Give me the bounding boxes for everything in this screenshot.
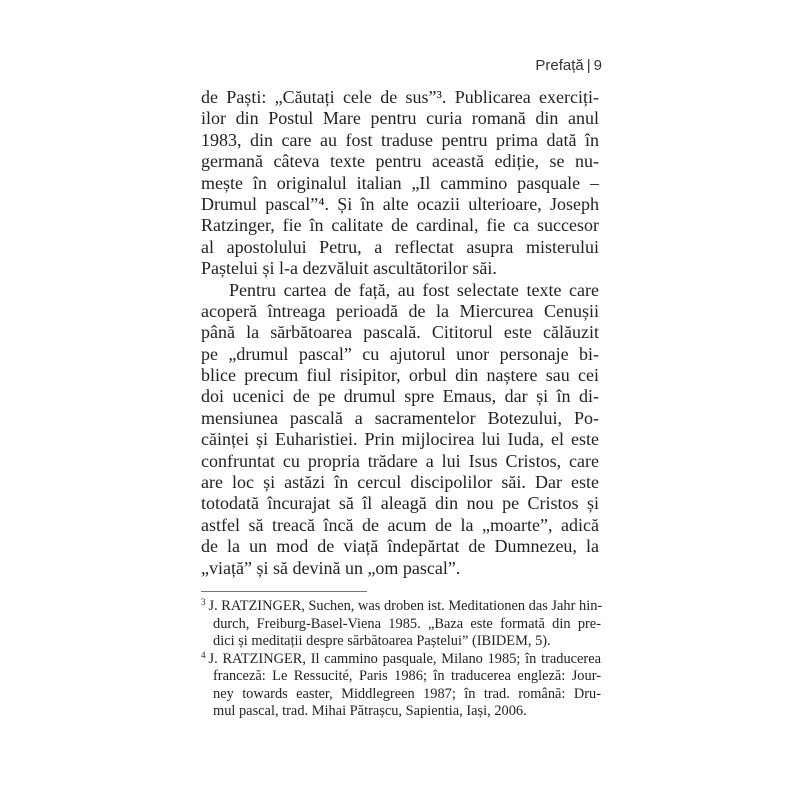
text-line: Drumul pascal”⁴. Și în alte ocazii ulterioare, Joseph [201,193,599,214]
text-line: confruntat cu propria trădare a lui Isus Cristos, care [201,450,599,471]
body-text [201,87,599,579]
text-line: ilor din Postul Mare pentru curia romană din anul [201,108,599,129]
running-header [535,57,602,75]
text-line: are loc și astăzi în cercul discipolilor săi. Dar este [201,472,599,493]
footnote-line [201,651,601,669]
footnote-divider [201,591,367,592]
footnote-line [201,633,601,651]
footnote-text: J. RATZINGER, Suchen, was droben ist. Meditationen das Jahr hin- [208,598,603,614]
text-line: Ratzinger, fie în calitate de cardinal, fie ca succesor [201,215,599,236]
footnotes [201,598,601,721]
text-line: Pentru cartea de față, au fost selectate texte care [229,279,599,300]
footnote-text: mul pascal, trad. Mihai Pătrașcu, Sapientia, Iași, 2006. [213,703,527,719]
footnote-text: J. RATZINGER, Il cammino pasquale, Milano 1985; în traducerea [208,650,601,667]
text-line: acoperă întreaga perioadă de la Miercurea Cenușii [201,300,599,321]
text-line: Paștelui și l-a dezvăluit ascultătorilor săi. [201,258,497,279]
footnote-line [201,616,601,634]
footnote-number: 3 [201,597,206,607]
section-title: Prefață [535,57,584,74]
footnote-line [201,686,601,704]
text-line: de Paști: „Căutați cele de sus”³. Publicarea exerciți- [201,87,599,107]
footnote-line [201,703,601,721]
text-line: de la un mod de viață îndepărtat de Dumnezeu, la [201,536,599,557]
footnote-number: 4 [201,649,206,660]
text-line: căinței și Euharistiei. Prin mijlocirea lui Iuda, el este [201,429,599,450]
page-number: 9 [593,57,602,74]
text-line: astfel să treacă încă de acum de la „moarte”, adică [201,514,599,535]
text-line: „viață” și să devină un „om pascal”. [201,557,461,578]
text-line: doi ucenici de pe drumul spre Emaus, dar și în di- [201,386,599,407]
text-line: germană câteva texte pentru această ediție, se nu- [201,151,599,172]
footnote-line [201,598,601,616]
header-separator: | [586,57,591,74]
text-line: al apostolului Petru, a reflectat asupra misterului [201,236,599,257]
footnote-text: ney towards easter, Middlegreen 1987; în trad. română: Dru- [213,685,601,702]
footnote-text: dici și meditații despre sărbătoarea Paștelui” (IBIDEM, 5). [213,633,551,649]
text-line: mește în originalul italian „Il cammino pasquale – [201,172,599,193]
text-line: blice precum fiul risipitor, orbul din naștere sau cei [201,365,599,386]
text-line: totodată încurajat să îl aleagă din nou pe Cristos și [201,493,599,514]
footnote-text: durch, Freiburg-Basel-Viena 1985. „Baza este formată din pre- [213,615,601,632]
footnote-line [201,668,601,686]
footnote-text: franceză: Le Ressucité, Paris 1986; în traducerea engleză: Jour- [213,668,601,684]
text-line: pe „drumul pascal” cu ajutorul unor personaje bi- [201,343,599,364]
text-line: până la sărbătoarea pascală. Cititorul este călăuzit [201,322,599,343]
text-line: 1983, din care au fost traduse pentru prima dată în [201,129,599,150]
text-line: mensiunea pascală a sacramentelor Botezului, Po- [201,407,599,428]
